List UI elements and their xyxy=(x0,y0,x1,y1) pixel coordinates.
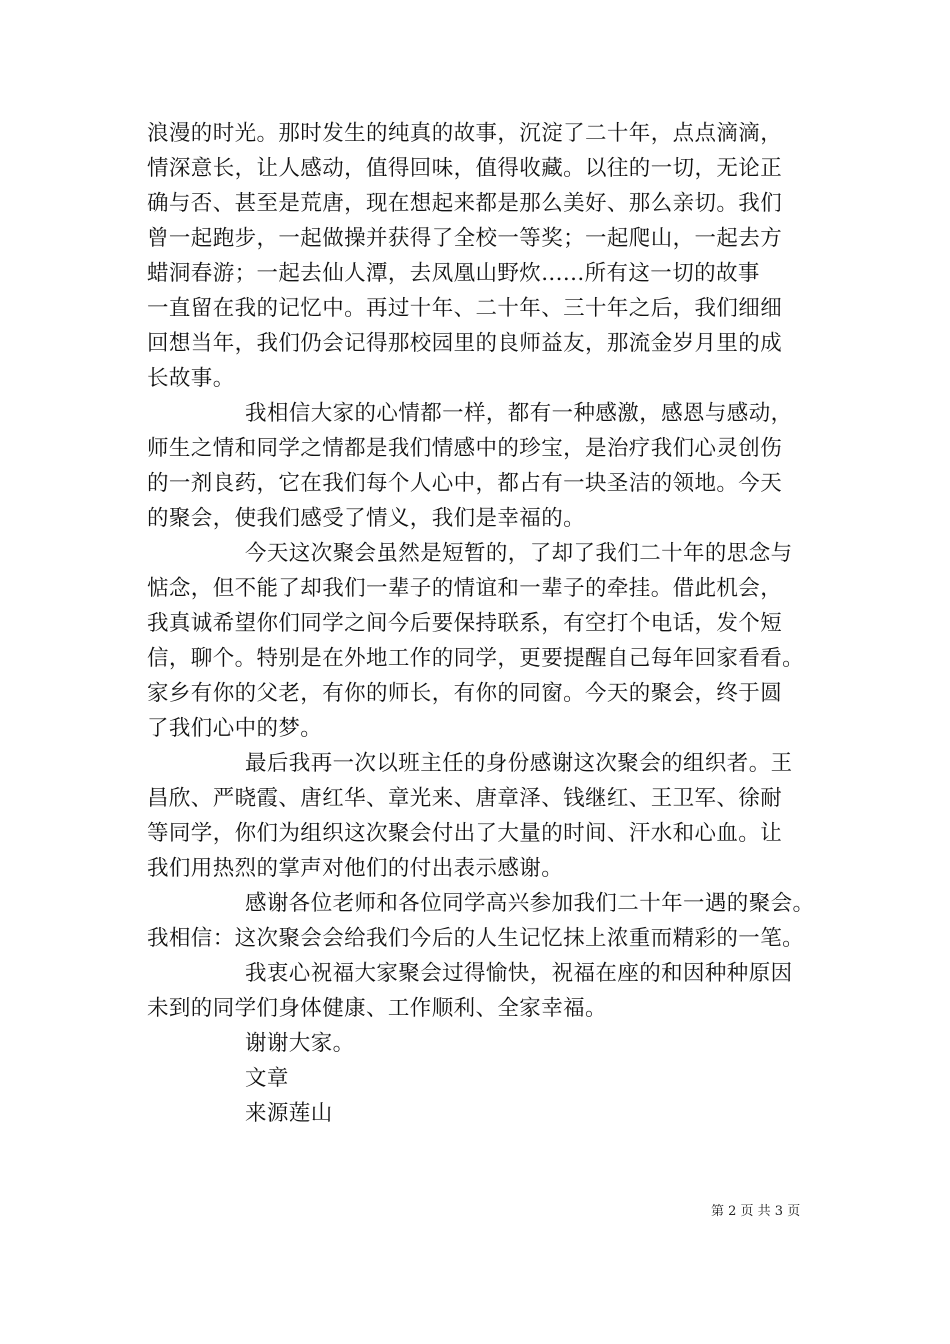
paragraph-start-line: 感谢各位老师和各位同学高兴参加我们二十年一遇的聚会。 xyxy=(245,891,815,916)
text-line: 的聚会，使我们感受了情义，我们是幸福的。 xyxy=(147,506,586,531)
paragraph-start-line: 最后我再一次以班主任的身份感谢这次聚会的组织者。王 xyxy=(245,751,793,776)
document-body xyxy=(147,116,827,1131)
paragraph-start-line: 我衷心祝福大家聚会过得愉快，祝福在座的和因种种原因 xyxy=(245,961,793,986)
page-number-footer: 第 2 页 共 3 页 xyxy=(711,1204,801,1219)
text-line: 浪漫的时光。那时发生的纯真的故事，沉淀了二十年，点点滴滴， xyxy=(147,121,783,146)
text-line: 情深意长，让人感动，值得回味，值得收藏。以往的一切，无论正 xyxy=(147,156,783,181)
paragraph-start-line: 我相信大家的心情都一样，都有一种感激，感恩与感动， xyxy=(245,401,793,426)
text-line: 确与否、甚至是荒唐，现在想起来都是那么美好、那么亲切。我们 xyxy=(147,191,783,216)
text-line: 我真诚希望你们同学之间今后要保持联系，有空打个电话，发个短 xyxy=(147,611,783,636)
text-line: 长故事。 xyxy=(147,366,235,391)
text-line: 等同学，你们为组织这次聚会付出了大量的时间、汗水和心血。让 xyxy=(147,821,783,846)
text-line: 家乡有你的父老，有你的师长，有你的同窗。今天的聚会，终于圆 xyxy=(147,681,783,706)
text-line: 我们用热烈的掌声对他们的付出表示感谢。 xyxy=(147,856,564,881)
text-line: 信，聊个。特别是在外地工作的同学，更要提醒自己每年回家看看。 xyxy=(147,646,805,671)
text-line: 蜡洞春游；一起去仙人潭，去凤凰山野炊......所有这一切的故事 xyxy=(147,261,760,286)
text-line: 未到的同学们身体健康、工作顺利、全家幸福。 xyxy=(147,996,607,1021)
text-line: 昌欣、严晓霞、唐红华、章光来、唐章泽、钱继红、王卫军、徐耐 xyxy=(147,786,783,811)
source-label-line: 文章 xyxy=(245,1066,289,1091)
text-line: 师生之情和同学之情都是我们情感中的珍宝，是治疗我们心灵创伤 xyxy=(147,436,783,461)
source-name-line: 来源莲山 xyxy=(245,1101,333,1126)
text-line: 一直留在我的记忆中。再过十年、二十年、三十年之后，我们细细 xyxy=(147,296,783,321)
paragraph-start-line: 今天这次聚会虽然是短暂的，了却了我们二十年的思念与 xyxy=(245,541,793,566)
closing-line: 谢谢大家。 xyxy=(245,1031,355,1056)
text-line: 曾一起跑步，一起做操并获得了全校一等奖；一起爬山，一起去方 xyxy=(147,226,783,251)
text-line: 了我们心中的梦。 xyxy=(147,716,323,741)
text-line: 的一剂良药，它在我们每个人心中，都占有一块圣洁的领地。今天 xyxy=(147,471,783,496)
text-line: 惦念，但不能了却我们一辈子的情谊和一辈子的牵挂。借此机会， xyxy=(147,576,783,601)
text-line: 我相信：这次聚会会给我们今后的人生记忆抹上浓重而精彩的一笔。 xyxy=(147,926,805,951)
text-line: 回想当年，我们仍会记得那校园里的良师益友，那流金岁月里的成 xyxy=(147,331,783,356)
